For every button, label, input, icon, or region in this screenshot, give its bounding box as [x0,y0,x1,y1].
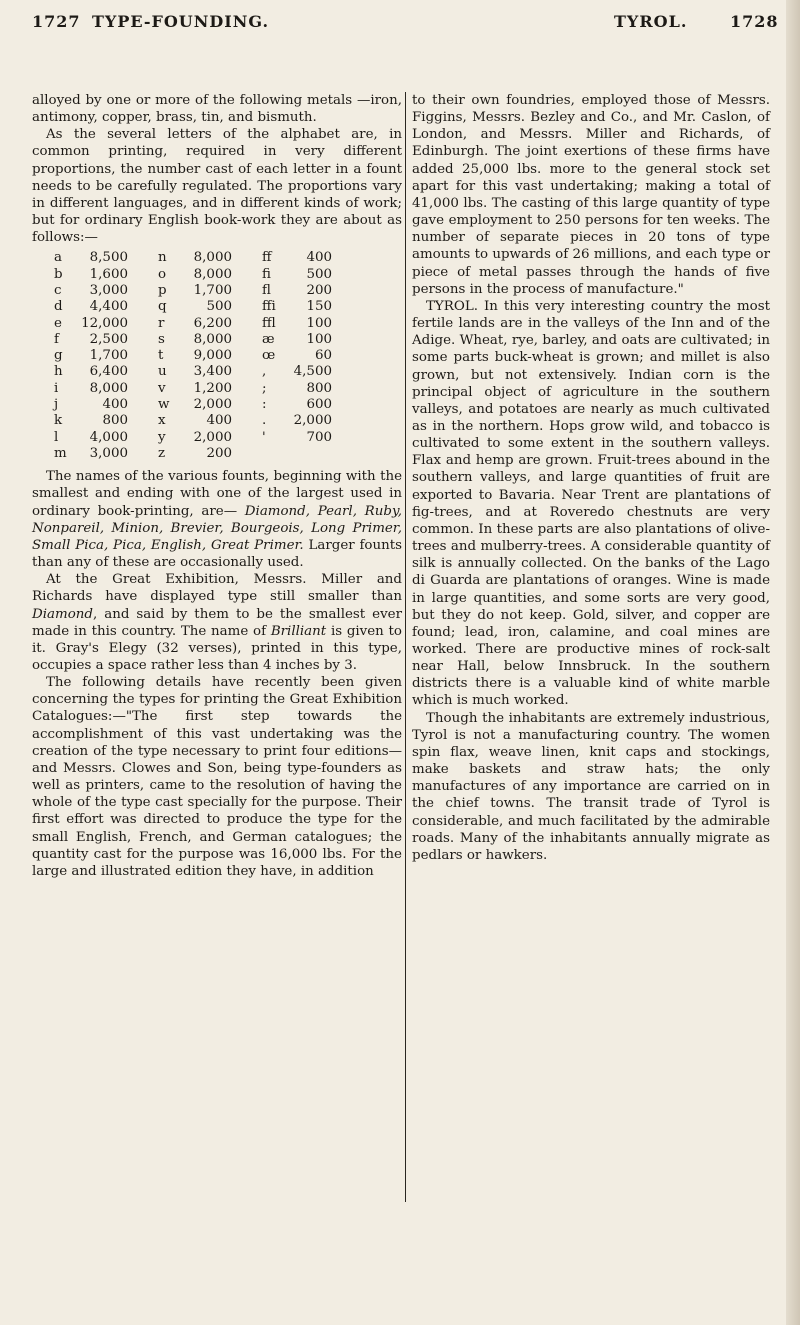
letter-cell: c [54,283,62,298]
column-divider [405,92,406,1202]
letter-cell [262,446,278,462]
letter-cell: z [158,445,166,461]
letter-cell: a [54,250,62,266]
count-cell: 6,200 [193,315,232,331]
count-cell: 9,000 [193,348,232,364]
letter-cell: fi [262,266,271,282]
paragraph: to their own foundries, employed those of Messrs. Figgins, Messrs. Bezley and Co., and Mr. Caslon, of London, and Messrs. Miller and Richards, of Edinburgh. The joint exertions of these firms have added 25,000 lbs. more to the general stock set apart for this vast undertaking; making a total of 41,000 lbs. The casting of this large quantity of type gave employment to 250 persons for ten weeks. The number of separate pieces in 20 tons of type amounts to upwards of 26 millions, and each type or piece of metal passes through the hands of five persons in the process of manufacture." [412,93,770,297]
letter-cell: s [158,331,165,347]
letter-cell: ff [262,250,272,266]
count-cell: 800 [102,413,128,429]
count-cell: 100 [306,331,332,347]
table-row [54,267,332,283]
letter-cell: w [158,397,170,413]
right-running-title: TYROL. [614,12,688,31]
count-cell: 3,400 [193,364,232,380]
count-cell: 400 [206,413,232,429]
letter-cell: k [54,413,63,429]
paragraph: The following details have recently been given concerning the types for printing the Great Exhibition Catalogues:—"The first step towards the accomplishment of this vast undertaking was the creation of the type necessary to print four editions—and Messrs. Clowes and Son, being type-founders as well as printers, came to the resolution of having the whole of the type cast specially for the purpose. Their first effort was directed to produce the type for the small English, French, and German catalogues; the quantity cast for the purpose was 16,000 lbs. For the large and illustrated edition they have, in addition [32,675,402,879]
right-column [412,92,770,864]
table-row [54,430,332,446]
paragraph: The names of the various founts, beginning with the smallest and ending with one of the largest used in ordinary book-printing, are— Diamond, Pearl, Ruby, Nonpareil, Minion, Brevier, Bourgeois, Long Primer, Small Pica, Pica, English, Great Primer. Larger founts than any of these are occasionally used. [32,469,402,571]
letter-cell: ffi [262,299,276,315]
table-row [54,332,332,348]
count-cell: 2,500 [89,331,128,347]
letter-cell: b [54,266,63,282]
count-cell: 3,000 [89,445,128,461]
count-cell: 200 [306,283,332,298]
letter-cell: p [158,283,167,298]
count-cell: 500 [306,266,332,282]
count-cell: 1,700 [89,348,128,364]
table-row [54,299,332,315]
letter-cell: d [54,299,63,315]
letter-cell: r [158,315,165,331]
count-cell: 8,500 [89,250,128,266]
letter-cell: x [158,413,166,429]
count-cell: 8,000 [193,250,232,266]
count-cell: 400 [306,250,332,266]
left-column [32,92,402,880]
paragraph: As the several letters of the alphabet are, in common printing, required in very different proportions, the number cast of each letter in a fount needs to be carefully regulated. The proportions vary in different languages, and in different kinds of work; but for ordinary English book-work they are about as follows:— [32,127,402,246]
paragraph: Though the inhabitants are extremely industrious, Tyrol is not a manufacturing country. The women spin flax, weave linen, knit caps and stockings, make baskets and straw hats; the only manufactures of any importance are carried on in the chief towns. The transit trade of Tyrol is considerable, and much facilitated by the admirable roads. Many of the inhabitants annually migrate as pedlars or hawkers. [412,710,770,863]
left-page-number: 1727 [32,12,81,31]
count-cell: 150 [306,299,332,315]
count-cell: 2,000 [193,397,232,413]
count-cell: 700 [306,429,332,445]
count-cell: 4,400 [89,299,128,315]
count-cell: 2,000 [193,429,232,445]
table-row [54,381,332,397]
count-cell: 2,000 [293,413,332,429]
letter-cell: t [158,348,164,364]
count-cell: 800 [306,380,332,396]
letter-count-table [54,250,332,462]
table-row [54,316,332,332]
count-cell: 100 [306,315,332,331]
letter-cell: ffl [262,315,276,331]
article-tyrol: TYROL. In this very interesting country the most fertile lands are in the valleys of the Inn and of the Adige. Wheat, rye, barley, and oats are cultivated; in some parts buck-wheat is grown; and millet is also grown, but not extensively. Indian corn is the principal object of agriculture in the southern valleys, and potatoes are nearly as much cultivated as in the northern. Hops grow wild, and tobacco is cultivated to some extent in the southern valleys. Flax and hemp are grown. Fruit-trees abound in the southern valleys, and large quantities of fruit are exported to Bavaria. Near Trent are plantations of fig-trees, and at Roveredo chestnuts are very common. In these parts are also plantations of olive-trees and mulberry-trees. A considerable quantity of silk is annually collected. On the banks of the Lago di Guarda are plantations of oranges. Wine is made in large quantities, and some sorts are very good, but they do not keep. Gold, silver, and copper are found; lead, iron, calamine, and coal mines are worked. There are productive mines of rock-salt near Hall, below Innsbruck. In the southern districts there is a valuable kind of white marble which is much worked. [412,298,770,709]
table-row [54,397,332,413]
count-cell: 600 [306,397,332,413]
table-row [54,364,332,380]
table-row [54,348,332,364]
count-cell: 8,000 [193,331,232,347]
running-header [0,12,800,36]
letter-cell: ; [262,380,267,396]
count-cell: 200 [206,445,232,461]
count-cell: 8,000 [193,266,232,282]
right-page-number: 1728 [730,12,779,31]
table-row [54,283,332,299]
letter-cell: fl [262,283,271,298]
letter-cell: l [54,429,59,445]
table-row [54,446,332,462]
count-cell: 400 [102,397,128,413]
paragraph: alloyed by one or more of the following metals —iron, antimony, copper, brass, tin, and bismuth. [32,93,402,126]
count-cell: 1,700 [193,283,232,298]
letter-cell: o [158,266,167,282]
letter-cell: æ [262,331,275,347]
letter-cell: y [158,429,166,445]
count-cell: 1,600 [89,266,128,282]
letter-cell: n [158,250,167,266]
letter-cell: u [158,364,167,380]
count-cell: 3,000 [89,283,128,298]
letter-cell: v [158,380,166,396]
letter-cell: : [262,397,267,413]
count-cell [278,446,332,462]
letter-cell: i [54,380,59,396]
count-cell: 6,400 [89,364,128,380]
table-row [54,250,332,266]
count-cell: 12,000 [81,315,128,331]
letter-cell: q [158,299,167,315]
table-row [54,413,332,429]
letter-cell: g [54,348,63,364]
letter-cell: h [54,364,63,380]
count-cell: 500 [206,299,232,315]
paragraph: At the Great Exhibition, Messrs. Miller and Richards have displayed type still smaller than Diamond, and said by them to be the smallest ever made in this country. The name of Brilliant is given to it. Gray's Elegy (32 verses), printed in this type, occupies a space rather less than 4 inches by 3. [32,572,402,673]
page-edge [786,0,800,1325]
count-cell: 1,200 [193,380,232,396]
count-cell: 4,000 [89,429,128,445]
letter-cell: f [54,331,59,347]
left-running-title: TYPE-FOUNDING. [92,12,270,31]
count-cell: 4,500 [293,364,332,380]
letter-cell: œ [262,348,276,364]
letter-cell: j [54,397,59,413]
letter-cell: . [262,413,267,429]
count-cell: 60 [314,348,332,364]
letter-cell: , [262,364,267,380]
letter-cell: m [54,445,67,461]
count-cell: 8,000 [89,380,128,396]
letter-cell: e [54,315,62,331]
letter-cell: ' [262,429,266,445]
